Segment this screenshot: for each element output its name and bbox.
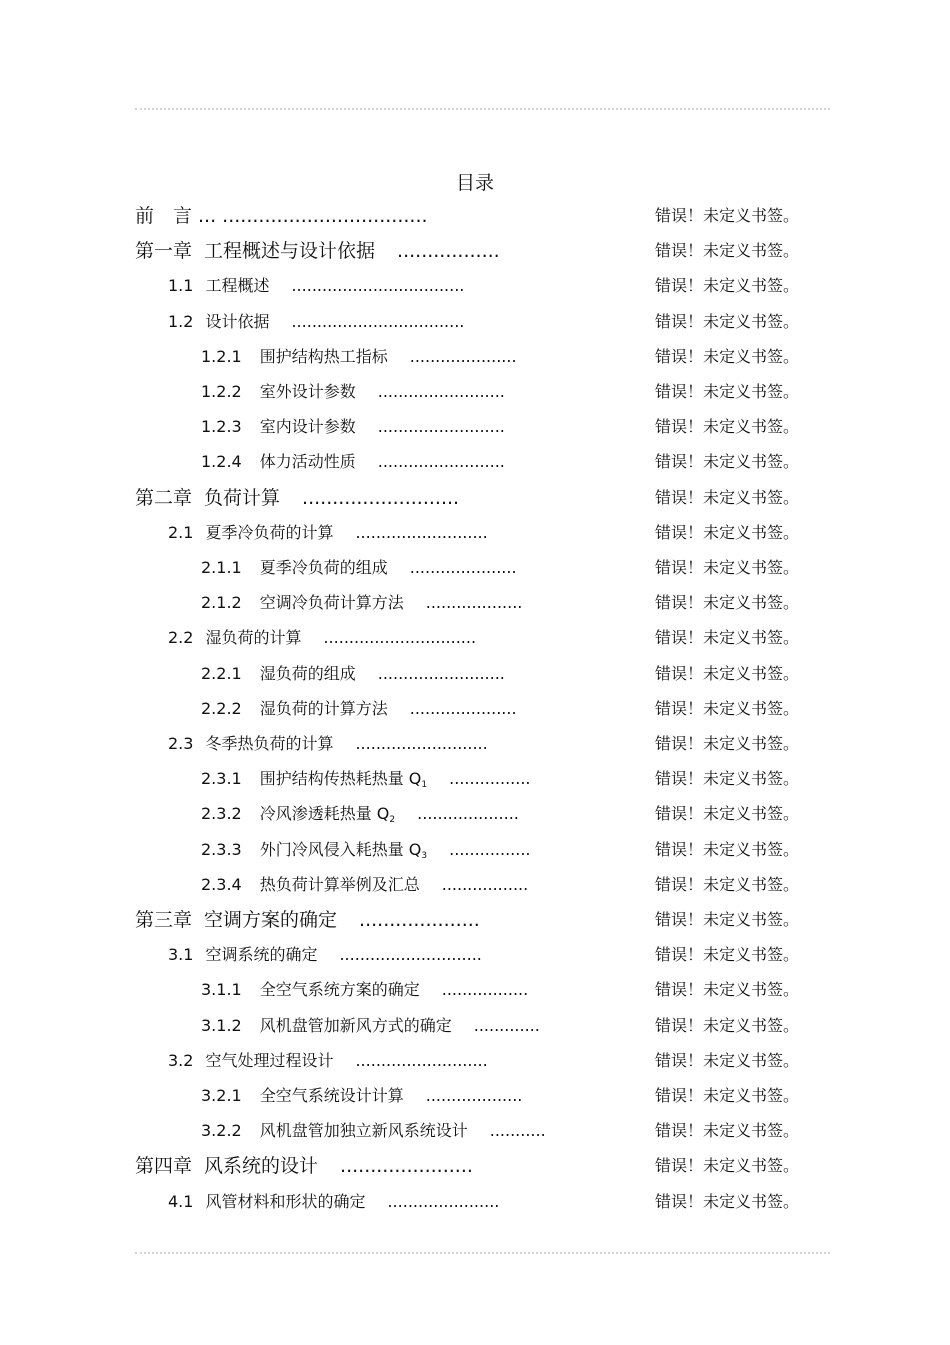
toc-dot-leader: ..................... [409,347,517,366]
toc-entry-number: 3.2.2 [201,1121,242,1140]
toc-dot-leader: .................... [417,804,519,823]
toc-dot-leader: ................ [449,769,531,788]
toc-entry-title: 冬季热负荷的计算 [205,734,334,753]
toc-entry-number: 1.1 [168,276,194,295]
toc-page-ref: 错误！未定义书签。 [655,980,800,999]
header-rule [135,108,830,110]
toc-entry-title: 热负荷计算举例及汇总 [259,875,420,894]
toc-entry[interactable] [201,799,519,829]
toc-page-ref: 错误！未定义书签。 [655,523,800,542]
toc-entry-title: 全空气系统设计计算 [259,1086,404,1105]
toc-entry-number: 3.1.2 [201,1016,242,1035]
toc-dot-leader: .......................... [355,734,488,753]
toc-entry-title: 空调系统的确定 [205,945,318,964]
toc-entry[interactable] [135,483,459,513]
toc-entry-title: 空调方案的确定 [204,909,338,931]
toc-entry-title: 工程概述与设计依据 [204,240,376,262]
toc-entry-number: 第四章 [135,1155,193,1177]
toc-entry-number: 1.2.2 [201,382,242,401]
toc-entry-number: 1.2.3 [201,417,242,436]
toc-entry-number: 1.2.4 [201,452,242,471]
toc-page-ref: 错误！未定义书签。 [655,276,800,295]
toc-entry-title: 夏季冷负荷的组成 [259,558,388,577]
toc-entry[interactable] [201,447,505,477]
toc-page-ref: 错误！未定义书签。 [655,840,800,859]
toc-entry[interactable] [201,659,505,689]
toc-entry-title: 室内设计参数 [259,417,356,436]
toc-entry-title: 冷风渗透耗热量 Q [259,804,390,823]
toc-entry-number: 第二章 [135,487,193,509]
toc-entry-number: 3.2 [168,1051,194,1070]
toc-entry-number: 第三章 [135,909,193,931]
toc-entry[interactable] [201,412,505,442]
toc-dot-leader: ..................... [409,558,517,577]
toc-dot-leader: .................... [359,909,480,931]
toc-entry-title: 工程概述 [205,276,270,295]
toc-entry-number: 2.3.4 [201,875,242,894]
toc-entry[interactable] [201,342,517,372]
toc-entry[interactable] [201,1081,522,1111]
toc-dot-leader: ...................... [340,1155,473,1177]
toc-page-ref: 错误！未定义书签。 [655,910,800,929]
toc-page-ref: 错误！未定义书签。 [655,734,800,753]
toc-entry-title: 风机盘管加新风方式的确定 [259,1016,452,1035]
toc-entry-title: 负荷计算 [204,487,281,509]
toc-entry[interactable] [168,1046,488,1076]
toc-dot-leader: .................................. [291,312,465,331]
toc-page-ref: 错误！未定义书签。 [655,769,800,788]
toc-entry-number: 1.2.1 [201,347,242,366]
toc-entry-title: 夏季冷负荷的计算 [205,523,334,542]
toc-dot-leader: ......................... [377,664,505,683]
toc-entry[interactable] [135,905,480,935]
toc-dot-leader: ........... [489,1121,546,1140]
toc-page-ref: 错误！未定义书签。 [655,628,800,647]
toc-entry-number: 2.2.2 [201,699,242,718]
toc-page-ref: 错误！未定义书签。 [655,1016,800,1035]
toc-entry-subscript: 1 [421,780,428,790]
toc-page-ref: 错误！未定义书签。 [655,1086,800,1105]
toc-page-ref: 错误！未定义书签。 [655,664,800,683]
toc-page-ref: 错误！未定义书签。 [655,241,800,260]
toc-entry-number: 2.3.3 [201,840,242,859]
toc-entry[interactable] [168,729,488,759]
toc-page-ref: 错误！未定义书签。 [655,452,800,471]
toc-entry[interactable] [201,588,522,618]
toc-entry-title: 全空气系统方案的确定 [259,980,420,999]
toc-entry-number: 2.3 [168,734,194,753]
toc-entry[interactable] [201,1116,546,1146]
toc-entry-title: 湿负荷的计算方法 [259,699,388,718]
toc-entry-number: 1.2 [168,312,194,331]
toc-dot-leader: ...................... [387,1192,500,1211]
toc-dot-leader: ................. [397,240,500,262]
toc-page-ref: 错误！未定义书签。 [655,1121,800,1140]
toc-dot-leader: ......................... [377,417,505,436]
toc-entry[interactable] [168,271,464,301]
toc-entry-title: 围护结构传热耗热量 Q [259,769,422,788]
toc-page-ref: 错误！未定义书签。 [655,804,800,823]
toc-entry[interactable] [201,975,528,1005]
toc-page-ref: 错误！未定义书签。 [655,417,800,436]
toc-dot-leader: ......................... [377,452,505,471]
toc-dot-leader: ............. [473,1016,540,1035]
toc-entry-number: 前 言 [135,205,193,227]
toc-dot-leader: .......................... [302,487,460,509]
toc-entry[interactable] [201,694,517,724]
toc-entry[interactable] [201,870,528,900]
toc-page-ref: 错误！未定义书签。 [655,312,800,331]
footer-rule [135,1252,830,1254]
toc-entry-number: 2.1 [168,523,194,542]
page-title: 目录 [455,172,494,194]
toc-page-ref: 错误！未定义书签。 [655,488,800,507]
toc-entry-number: 2.1.2 [201,593,242,612]
toc-entry-number: 2.3.1 [201,769,242,788]
toc-dot-leader: ................ [449,840,531,859]
toc-entry[interactable] [201,764,531,794]
toc-entry-title: 室外设计参数 [259,382,356,401]
toc-entry[interactable] [168,940,482,970]
toc-dot-leader: ......................... [377,382,505,401]
toc-entry-title: 设计依据 [205,312,270,331]
toc-entry-title: 湿负荷的组成 [259,664,356,683]
toc-page-ref: 错误！未定义书签。 [655,875,800,894]
toc-entry[interactable] [168,1187,499,1217]
toc-page-ref: 错误！未定义书签。 [655,206,800,225]
toc-dot-leader: ................. [441,875,529,894]
toc-page-ref: 错误！未定义书签。 [655,347,800,366]
toc-dot-leader: .......................... [355,1051,488,1070]
toc-dot-leader: .......................... [355,523,488,542]
toc-entry[interactable] [168,307,464,337]
toc-entry-number: 第一章 [135,240,193,262]
toc-page-ref: 错误！未定义书签。 [655,699,800,718]
toc-page-ref: 错误！未定义书签。 [655,593,800,612]
toc-entry-subscript: 2 [389,815,396,825]
toc-entry-subscript: 3 [421,851,428,861]
toc-entry-number: 3.1 [168,945,194,964]
toc-entry-title: 空气处理过程设计 [205,1051,334,1070]
toc-entry[interactable] [201,553,517,583]
toc-entry-title: 风系统的设计 [204,1155,319,1177]
toc-page-ref: 错误！未定义书签。 [655,382,800,401]
toc-entry[interactable] [168,518,488,548]
toc-page-ref: 错误！未定义书签。 [655,945,800,964]
toc-entry[interactable] [201,1011,540,1041]
toc-page-ref: 错误！未定义书签。 [655,1192,800,1211]
toc-entry-title: 风管材料和形状的确定 [205,1192,366,1211]
toc-entry-title: 湿负荷的计算 [205,628,302,647]
toc-page-ref: 错误！未定义书签。 [655,558,800,577]
toc-entry-number: 2.2 [168,628,194,647]
toc-page-ref: 错误！未定义书签。 [655,1156,800,1175]
toc-entry[interactable] [135,201,428,231]
toc-entry-number: 2.3.2 [201,804,242,823]
toc-entry-title: 风机盘管加独立新风系统设计 [259,1121,468,1140]
toc-entry-title: 围护结构热工指标 [259,347,388,366]
toc-dot-leader: ................. [441,980,529,999]
toc-entry-number: 3.1.1 [201,980,242,999]
toc-entry-title: 体力活动性质 [259,452,356,471]
toc-dot-leader: ................... [425,1086,523,1105]
toc-entry-title: 空调冷负荷计算方法 [259,593,404,612]
toc-entry-number: 3.2.1 [201,1086,242,1105]
toc-entry[interactable] [135,1151,473,1181]
toc-entry-number: 4.1 [168,1192,194,1211]
toc-entry-number: 2.2.1 [201,664,242,683]
toc-entry-title: 外门冷风侵入耗热量 Q [259,840,422,859]
toc-entry[interactable] [201,835,531,865]
toc-dot-leader: ... .................................. [198,205,428,227]
toc-entry[interactable] [201,377,505,407]
toc-page-ref: 错误！未定义书签。 [655,1051,800,1070]
toc-dot-leader: .............................. [323,628,477,647]
toc-dot-leader: ................... [425,593,523,612]
toc-dot-leader: ............................ [339,945,482,964]
toc-entry-number: 2.1.1 [201,558,242,577]
toc-entry[interactable] [168,623,476,653]
toc-dot-leader: ..................... [409,699,517,718]
toc-entry[interactable] [135,236,500,266]
toc-dot-leader: .................................. [291,276,465,295]
